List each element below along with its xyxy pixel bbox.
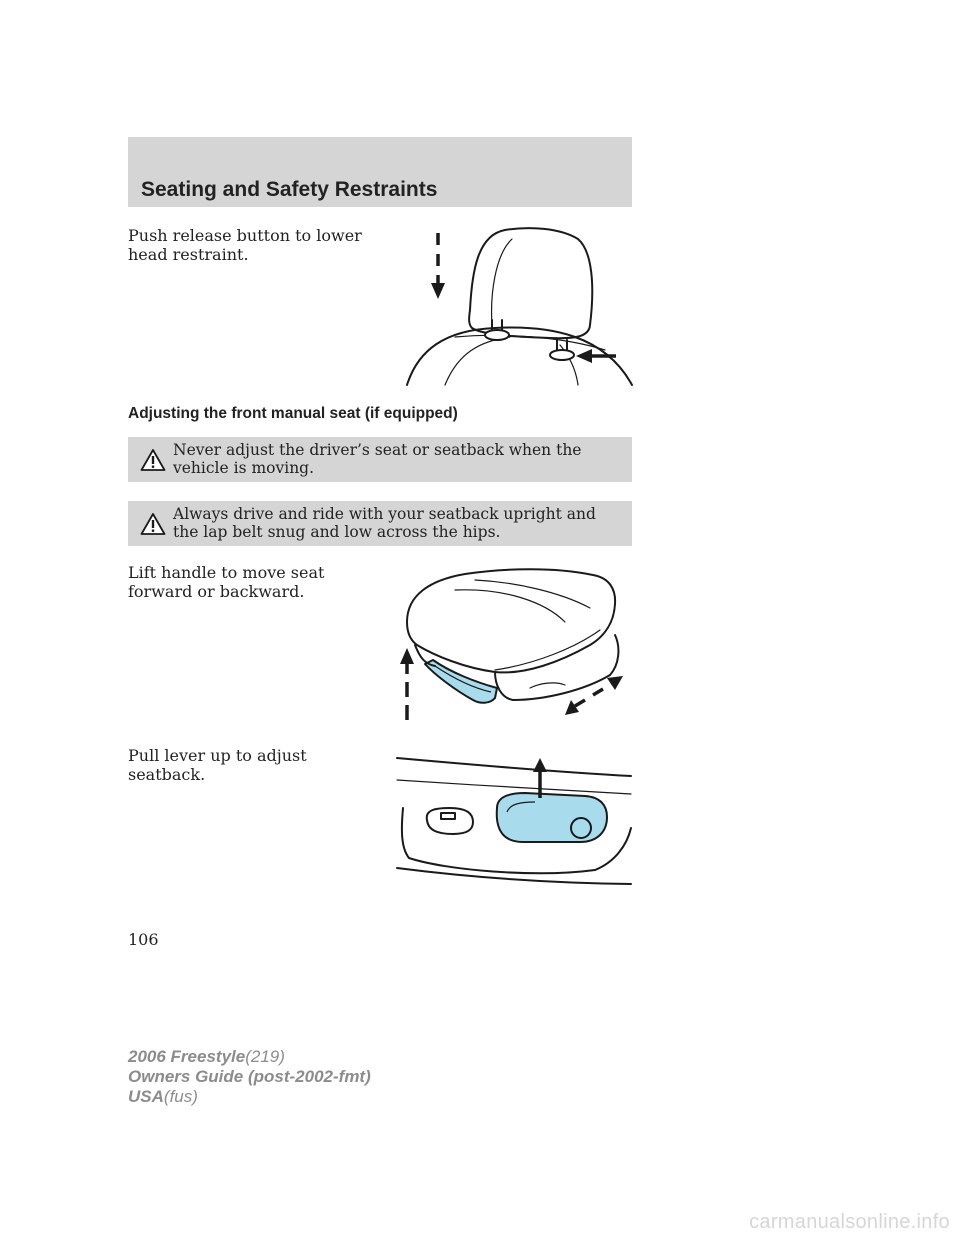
head-restraint-illustration <box>400 225 640 390</box>
up-arrow-icon <box>533 758 547 798</box>
watermark: carmanualsonline.info <box>749 1211 950 1233</box>
footer-model: 2006 Freestyle <box>128 1047 246 1066</box>
page-title: Seating and Safety Restraints <box>141 178 438 201</box>
head-restraint-instruction: Push release button to lower head restraint. <box>128 226 362 264</box>
seatback-lever-illustration <box>395 750 635 890</box>
warning-box <box>128 501 632 546</box>
up-arrow-icon <box>400 648 414 720</box>
left-arrow-icon <box>576 349 616 363</box>
double-diagonal-arrow-icon <box>565 676 623 715</box>
seatback-lever <box>497 793 607 842</box>
down-arrow-icon <box>431 233 445 299</box>
page-number: 106 <box>128 930 159 949</box>
warning-icon <box>140 448 166 472</box>
warning-text: Always drive and ride with your seatback upright and the lap belt snug and low across the hips. <box>173 505 596 541</box>
seat-slide-instruction: Lift handle to move seat forward or backward. <box>128 563 325 601</box>
document-footer <box>128 1047 371 1107</box>
footer-model-code: (219) <box>245 1047 285 1066</box>
warning-text: Never adjust the driver’s seat or seatback when the vehicle is moving. <box>173 441 582 477</box>
section-heading: Adjusting the front manual seat (if equipped) <box>128 405 458 422</box>
footer-region-code: (fus) <box>163 1087 198 1106</box>
warning-box <box>128 437 632 482</box>
footer-guide: Owners Guide (post-2002-fmt) <box>128 1067 371 1086</box>
seatback-instruction: Pull lever up to adjust seatback. <box>128 746 307 784</box>
footer-region: USA <box>128 1087 164 1106</box>
seat-cushion-illustration <box>395 560 635 725</box>
warning-icon <box>140 512 166 536</box>
